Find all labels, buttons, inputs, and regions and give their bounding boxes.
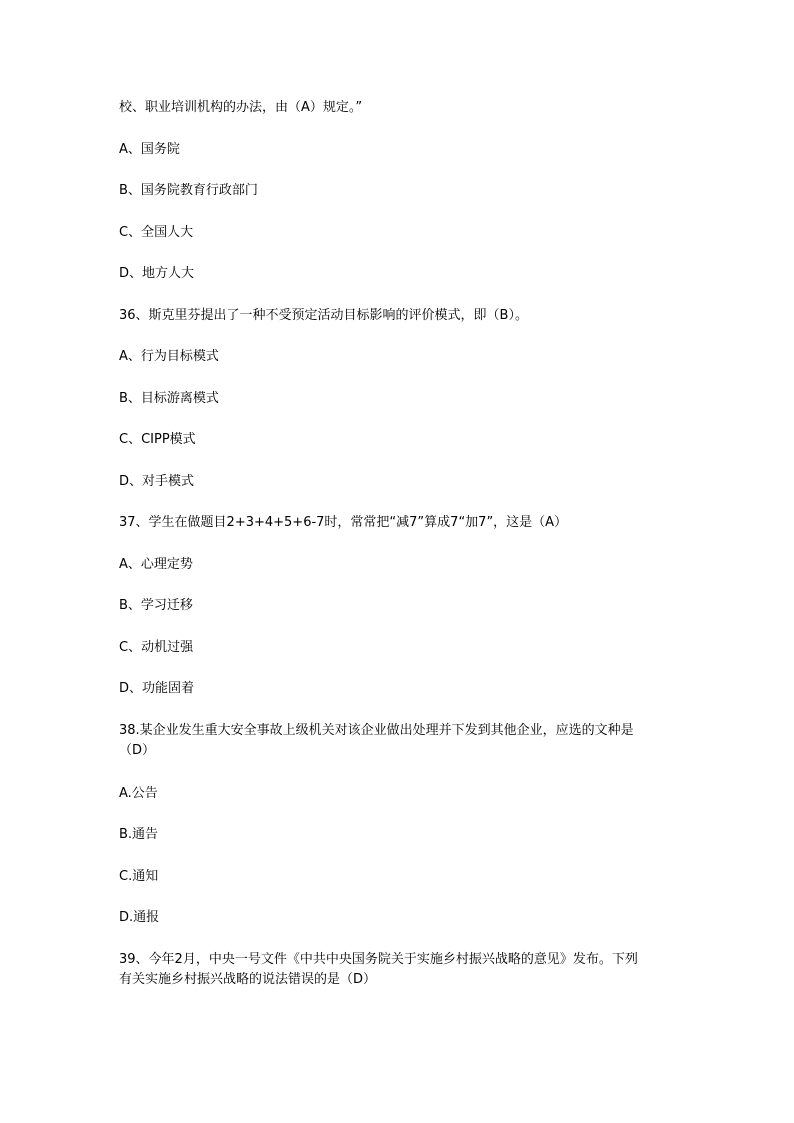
question-36-stem: 36、斯克里芬提出了一种不受预定活动目标影响的评价模式，即（B）。	[119, 308, 528, 323]
question-38-option-c: C.通知	[119, 869, 159, 884]
question-37-stem: 37、学生在做题目2+3+4+5+6-7时，常常把“减7”算成7“加7”，这是（A）	[119, 515, 568, 530]
question-37-option-c: C、动机过强	[119, 640, 194, 655]
question-38-option-b: B.通告	[119, 827, 159, 842]
question-35-option-c: C、全国人大	[119, 225, 194, 240]
question-35-option-a: A、国务院	[119, 142, 180, 157]
question-35-option-d: D、地方人大	[119, 266, 195, 281]
question-37-option-d: D、功能固着	[119, 681, 195, 696]
question-35-stem-continuation: 校、职业培训机构的办法，由（A）规定。”	[119, 100, 363, 115]
question-36-option-a: A、行为目标模式	[119, 349, 219, 364]
question-38-stem: 38.某企业发生重大安全事故上级机关对该企业做出处理并下发到其他企业，应选的文种是	[119, 723, 634, 738]
question-38-option-a: A.公告	[119, 786, 158, 801]
question-37-option-b: B、学习迁移	[119, 598, 193, 613]
question-39-stem: 39、今年2月，中央一号文件《中共中央国务院关于实施乡村振兴战略的意见》发布。下列	[119, 952, 638, 967]
question-35-option-b: B、国务院教育行政部门	[119, 183, 258, 198]
question-38-stem-continuation: （D）	[119, 743, 156, 758]
question-38-option-d: D.通报	[119, 910, 160, 925]
question-36-option-c: C、CIPP模式	[119, 432, 196, 447]
question-39-stem-continuation: 有关实施乡村振兴战略的说法错误的是（D）	[119, 972, 377, 987]
question-37-option-a: A、心理定势	[119, 557, 193, 572]
question-36-option-b: B、目标游离模式	[119, 391, 219, 406]
question-36-option-d: D、对手模式	[119, 474, 195, 489]
